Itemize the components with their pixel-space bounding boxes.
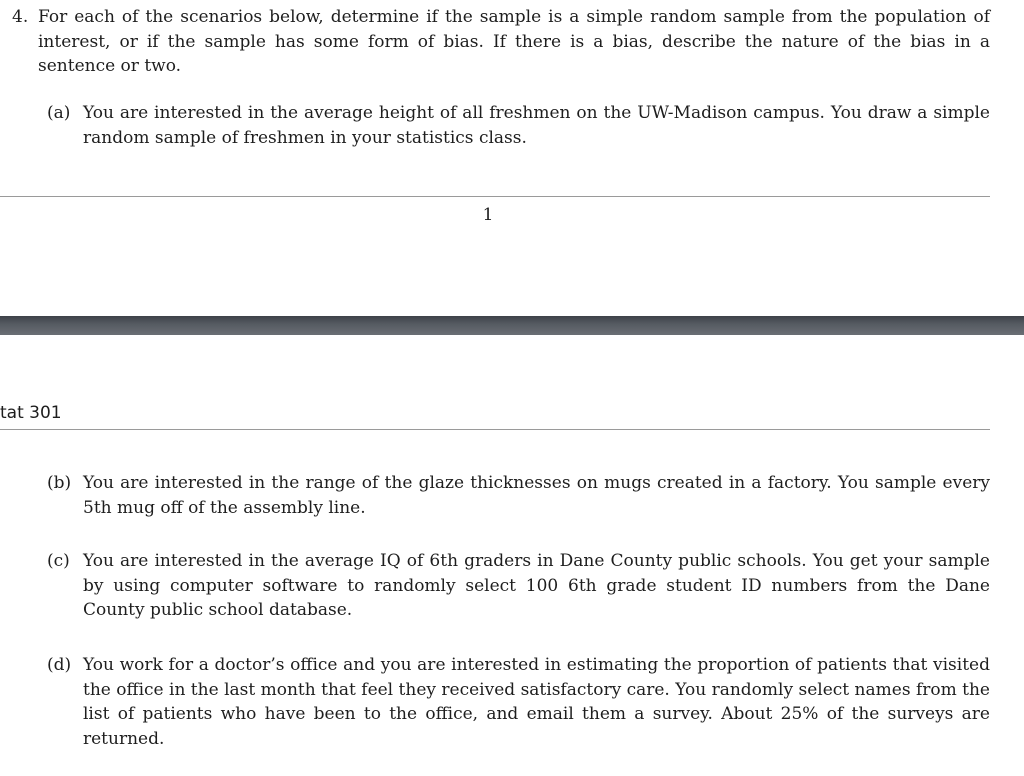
item-c-label: (c) [47,551,70,571]
item-d-label: (d) [47,655,72,675]
item-b-text: You are interested in the range of the glaze thicknesses on mugs created in a factory. You sample every 5th mug off of the assembly line. [83,473,990,518]
running-header: tat 301 [0,403,62,423]
item-d-text: You work for a doctor’s office and you are interested in estimating the proportion of patients that visited the office in the last month that feel they received satisfactory care. You randomly select names from the list of patients who have been to the office, and email them a survey. About 25% of the surveys are returned. [83,655,990,749]
item-d [47,653,990,751]
item-a [47,101,990,150]
question-text: For each of the scenarios below, determine if the sample is a simple random sample from the population of interest, or if the sample has some form of bias. If there is a bias, describe the nature of the bias in a sentence or two. [38,7,990,76]
page-1 [0,0,1024,316]
item-b-label: (b) [47,473,72,493]
item-a-label: (a) [47,103,71,123]
page-separator [0,316,1024,335]
item-a-text: You are interested in the average height of all freshmen on the UW-Madison campus. You draw a simple random sample of freshmen in your statistics class. [83,103,990,148]
item-c-text: You are interested in the average IQ of 6th graders in Dane County public schools. You get your sample by using computer software to randomly select 100 6th grade student ID numbers from the Dane County public school database. [83,551,990,620]
footer-rule [0,196,990,197]
header-rule [0,429,990,430]
page-number: 1 [482,205,494,225]
question-number: 4. [12,7,29,27]
question-4 [12,5,990,79]
item-b [47,471,990,520]
item-c [47,549,990,623]
